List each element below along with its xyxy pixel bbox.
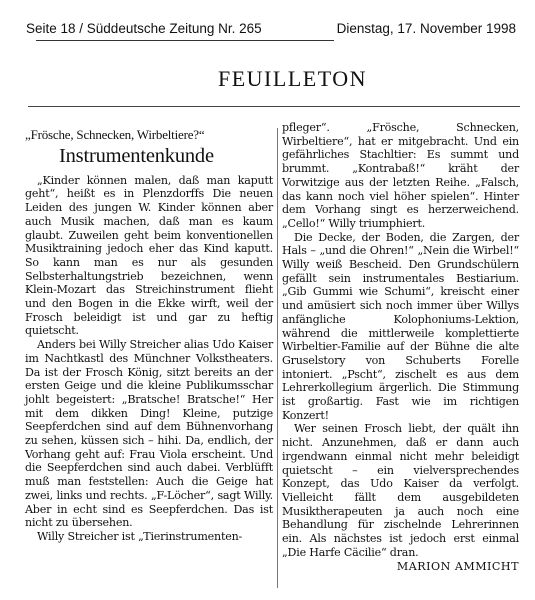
article-column-2 <box>282 121 519 573</box>
paragraph: Willy Streicher ist „Tierinstrumenten- <box>37 529 243 543</box>
column-divider <box>277 128 278 588</box>
paragraph: Wer seinen Frosch liebt, der quält ihn nicht. Anzunehmen, daß er dann auch irgendwann einmal nicht mehr beleidigt quietscht – ein vielversprechendes Konzept, das Udo Kaiser da verfolgt. Vielleicht fällt dem ausgebildeten Musiktherapeuten ja auch noch eine Behandlung für zischelnde Lehrerinnen ein. Als nächstes ist jedoch erst einmal „Die Harfe Cäcilie“ dran. <box>282 422 519 559</box>
paragraph: pfleger“. „Frösche, Schnecken, Wirbeltiere“, hat er mitgebracht. Und ein gefährliches Stachltier: Es summt und brummt. „Kontrabaß!“ kräht der Vorwitzige aus der letzten Reihe. „Falsch, das kann noch viel höher spielen“. Hinter dem Vorhang singt es herzerweichend. „Cello!“ Willy triumphiert. <box>282 121 519 230</box>
header-rule <box>36 40 334 41</box>
newspaper-header <box>26 16 516 38</box>
issue-date: Dienstag, 17. November 1998 <box>336 21 516 36</box>
section-title: FEUILLETON <box>218 66 368 91</box>
paragraph: Die Decke, der Boden, die Zargen, der Hals – „und die Ohren!“ „Nein die Wirbel!“ Willy weiß Bescheid. Den Grundschülern gefällt sein instrumentales Bestiarium. „Gib Gummi wie Schumi“, kreischt einer und amüsiert sich noch immer über Willys anfängliche Kolophoniums-Lektion, während die mittlerweile komplettierte Wirbeltier-Familie auf der Bühne die alte Gruselstory von Schuberts Forelle intoniert. „Pscht“, zischelt es aus dem Lehrerkollegium ärgerlich. Die Stimmung ist großartig. Fast wie im richtigen Konzert! <box>282 230 519 422</box>
section-rule <box>28 106 520 107</box>
author-signature: MARION AMMICHT <box>396 559 519 573</box>
page-and-issue: Seite 18 / Süddeutsche Zeitung Nr. 265 <box>26 21 262 36</box>
article-column-1 <box>25 128 273 544</box>
article-headline: Instrumentenkunde <box>59 144 214 167</box>
paragraph: Anders bei Willy Streicher alias Udo Kaiser im Nachtkastl des Münchner Volkstheaters. Da ist der Frosch König, sitzt bereits an der ersten Geige und die kleine Publikumsschar johlt begeistert: „Bratsche! Bratsche!“ Her mit dem dikken Ding! Kleine, putzige Seepferdchen sind auf dem Bühnenvorhang zu sehen, küssen sich – hihi. Da, endlich, der Vorhang geht auf: Frau Viola erscheint. Und die Seepferdchen sind auch dabei. Verblüfft muß man feststellen: Auch die Geige hat zwei, links und rechts. „F-Löcher“, sagt Willy. Aber in echt sind es Seepferdchen. Das ist nicht zu übersehen. <box>25 338 273 530</box>
paragraph: „Kinder können malen, daß man kaputt geht“, heißt es in Plenzdorffs Die neuen Leiden des jungen W. Kinder können aber auch Musik machen, daß man es kaum glaubt. Zuweilen geht beim konventionellen Musiktraining jedoch eher das Kind kaputt. So kann man es nur als gesunden Selbsterhaltungstrieb bezeichnen, wenn Klein-Mozart das Streichinstrument flieht und den Bogen in die Ekke wirft, weil der Frosch beleidigt ist und gar zu heftig quietscht. <box>25 173 273 338</box>
article-kicker: „Frösche, Schnecken, Wirbeltiere?“ <box>25 127 205 142</box>
